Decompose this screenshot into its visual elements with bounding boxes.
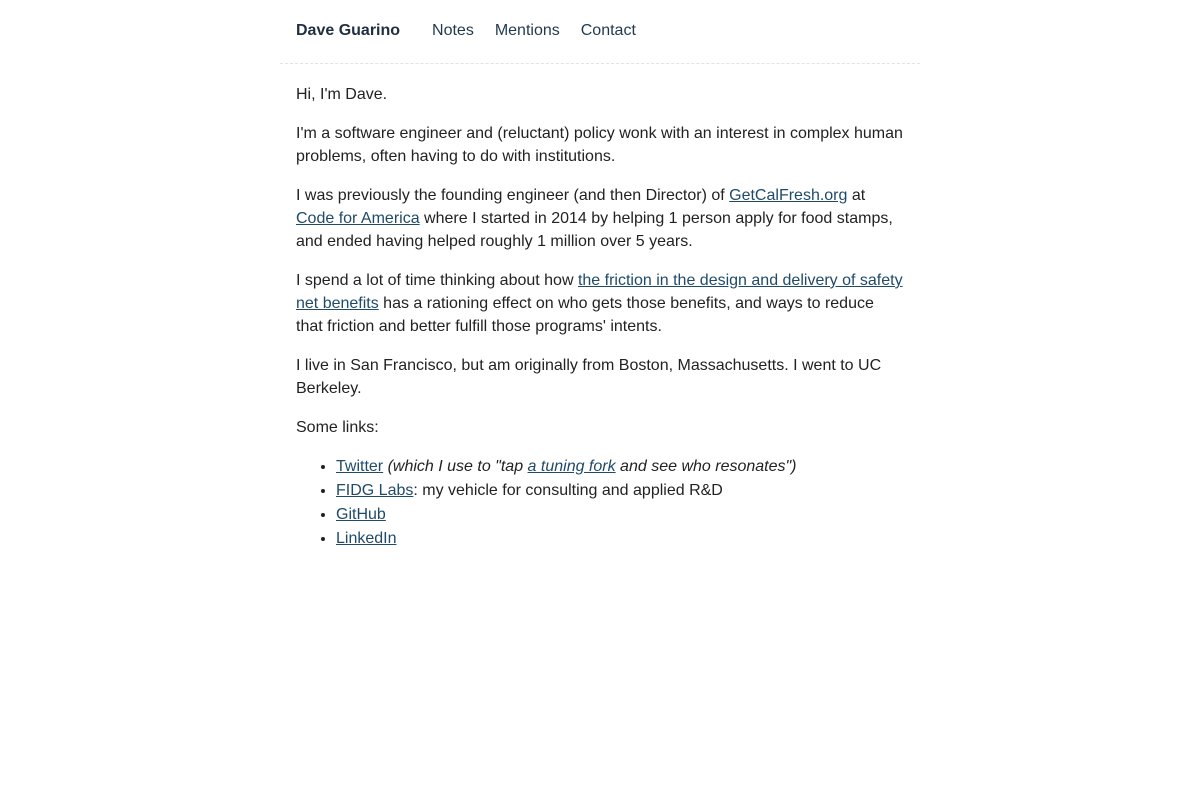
links-heading: Some links: (296, 419, 379, 436)
fidg-labs-link[interactable]: FIDG Labs (336, 482, 414, 499)
list-item (336, 527, 904, 551)
site-header (280, 0, 920, 64)
twitter-note-post: and see who resonates") (615, 458, 797, 475)
linkedin-link[interactable]: LinkedIn (336, 530, 397, 547)
interest-text-post: has a rationing effect on who gets those benefits, and ways to reduce that friction and better fulfill those programs' intents. (296, 295, 874, 335)
career-text-pre: I was previously the founding engineer (and then Director) of (296, 187, 730, 204)
page-container (280, 0, 920, 551)
twitter-note (383, 458, 796, 475)
getcalfresh-link[interactable]: GetCalFresh.org (729, 187, 848, 204)
code-for-america-link[interactable]: Code for America (296, 210, 420, 227)
bio-paragraph: I'm a software engineer and (reluctant) policy wonk with an interest in complex human problems, often having to do with institutions. (296, 125, 903, 165)
career-text-mid: at (847, 187, 866, 204)
links-list (296, 455, 904, 551)
career-paragraph (296, 184, 904, 253)
main-content (280, 64, 920, 551)
nav-mentions[interactable]: Mentions (494, 21, 560, 39)
nav-contact[interactable]: Contact (580, 21, 636, 39)
greeting: Hi, I'm Dave. (296, 86, 388, 103)
tuning-fork-link[interactable]: a tuning fork (527, 458, 616, 475)
list-item (336, 455, 904, 479)
main-nav (432, 22, 657, 40)
interest-paragraph (296, 269, 904, 338)
list-item (336, 503, 904, 527)
list-item (336, 479, 904, 503)
fidg-note: : my vehicle for consulting and applied R&D (413, 482, 723, 499)
github-link[interactable]: GitHub (336, 506, 386, 523)
friction-link[interactable]: the friction in the design and delivery of safety net benefits (296, 272, 903, 312)
career-text-post: where I started in 2014 by helping 1 person apply for food stamps, and ended having helped roughly 1 million over 5 years. (296, 210, 893, 250)
interest-text-pre: I spend a lot of time thinking about how (296, 272, 578, 289)
location-paragraph: I live in San Francisco, but am originally from Boston, Massachusetts. I went to UC Berkeley. (296, 357, 882, 397)
twitter-link[interactable]: Twitter (336, 458, 384, 475)
twitter-note-pre: (which I use to "tap (383, 458, 528, 475)
site-title-link[interactable]: Dave Guarino (296, 21, 401, 39)
nav-notes[interactable]: Notes (432, 21, 474, 39)
